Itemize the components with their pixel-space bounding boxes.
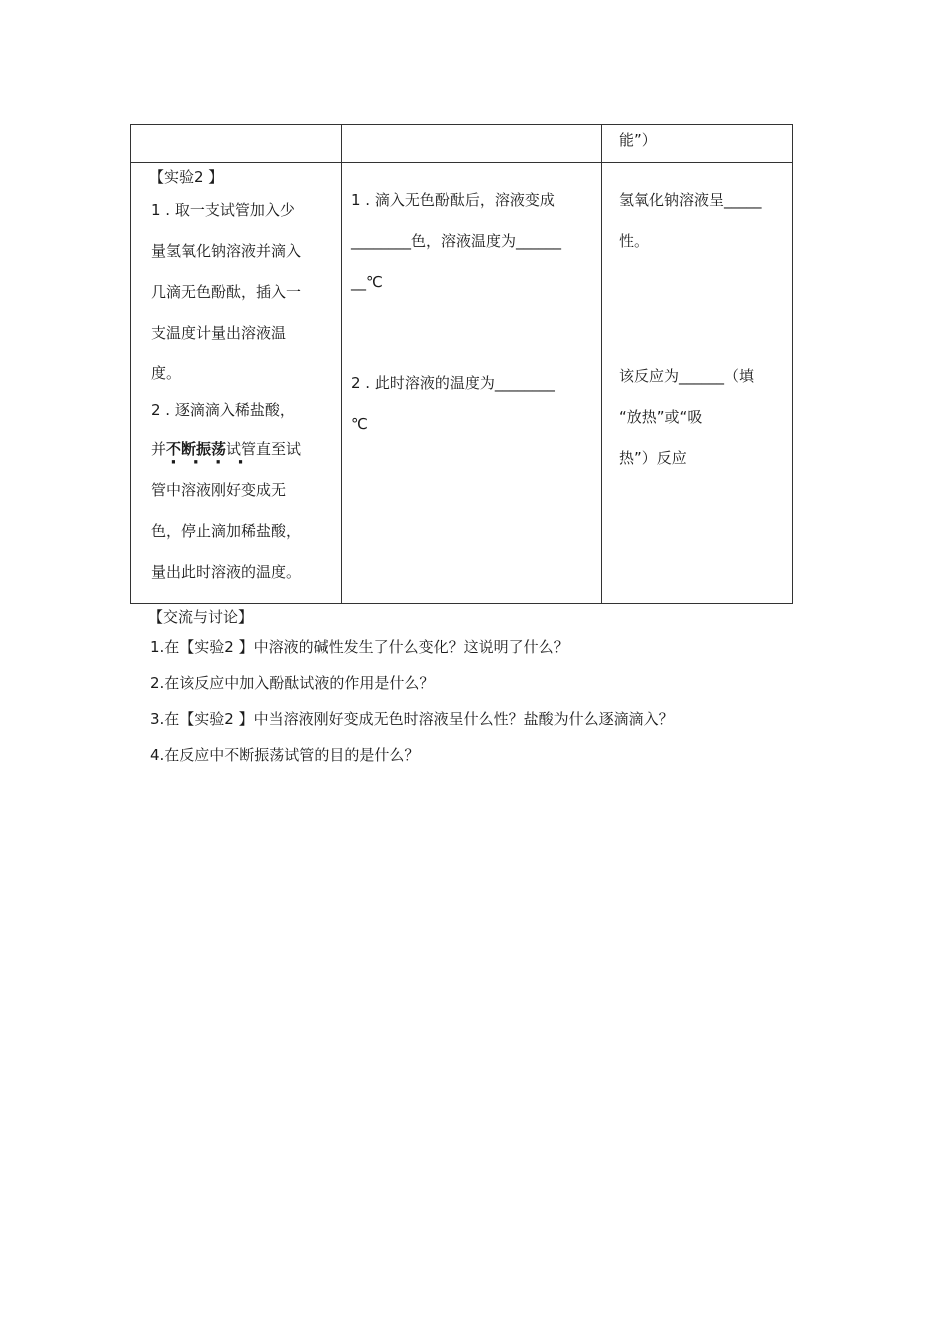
concl2-line: “放热”或“吸 bbox=[619, 408, 703, 426]
observation-cell bbox=[342, 163, 602, 604]
discussion-question: 4.在反应中不断振荡试管的目的是什么？ bbox=[150, 746, 420, 764]
step2-line: 色，停止滴加稀盐酸， bbox=[151, 522, 302, 540]
discussion-question: 1.在【实验2 】中溶液的碱性发生了什么变化？这说明了什么？ bbox=[150, 638, 569, 656]
emphasis-dots bbox=[166, 428, 226, 470]
discussion-question: 2.在该反应中加入酚酞试液的作用是什么？ bbox=[150, 674, 435, 692]
step2-line: 2 . 逐滴滴入稀盐酸， bbox=[151, 401, 295, 419]
step2-pre: 并 bbox=[151, 440, 167, 458]
step1-line: 量氢氧化钠溶液并滴入 bbox=[151, 242, 302, 260]
discussion-heading: 【交流与讨论】 bbox=[148, 608, 254, 626]
table-cell bbox=[602, 125, 793, 163]
table-cell bbox=[131, 125, 342, 163]
table-row bbox=[131, 125, 793, 163]
obs2-line: 2 . 此时溶液的温度为________ bbox=[351, 374, 555, 392]
concl1-line: 性。 bbox=[619, 232, 650, 250]
concl1-line: 氢氧化钠溶液呈_____ bbox=[619, 191, 762, 209]
obs1-line: ________色，溶液温度为______ bbox=[351, 232, 562, 250]
concl2-line: 热”）反应 bbox=[619, 449, 687, 467]
step2-line: 管中溶液刚好变成无 bbox=[151, 481, 287, 499]
step2-emph-line bbox=[151, 428, 341, 470]
step1-line: 支温度计量出溶液温 bbox=[151, 324, 287, 342]
experiment-table bbox=[130, 124, 793, 604]
step1-line: 度。 bbox=[151, 364, 182, 382]
concl2-line: 该反应为______（填 bbox=[619, 367, 755, 385]
row-top-col3-text: 能”） bbox=[619, 131, 657, 149]
table-row bbox=[131, 163, 793, 604]
step1-line: 1 . 取一支试管加入少 bbox=[151, 201, 295, 219]
table-cell bbox=[342, 125, 602, 163]
step1-line: 几滴无色酚酞，插入一 bbox=[151, 283, 302, 301]
conclusion-cell bbox=[602, 163, 793, 604]
obs2-line: ℃ bbox=[351, 415, 368, 433]
obs1-line: __℃ bbox=[351, 273, 383, 291]
procedure-cell bbox=[131, 163, 342, 604]
step2-post: 试管直至试 bbox=[226, 440, 302, 458]
step2-emph: 不断振荡 bbox=[166, 440, 227, 458]
step2-line: 量出此时溶液的温度。 bbox=[151, 563, 302, 581]
obs1-line: 1 . 滴入无色酚酞后，溶液变成 bbox=[351, 191, 555, 209]
discussion-question: 3.在【实验2 】中当溶液刚好变成无色时溶液呈什么性？盐酸为什么逐滴滴入？ bbox=[150, 710, 674, 728]
discussion-section bbox=[150, 605, 674, 773]
exp2-title: 【实验2 】 bbox=[149, 168, 224, 186]
